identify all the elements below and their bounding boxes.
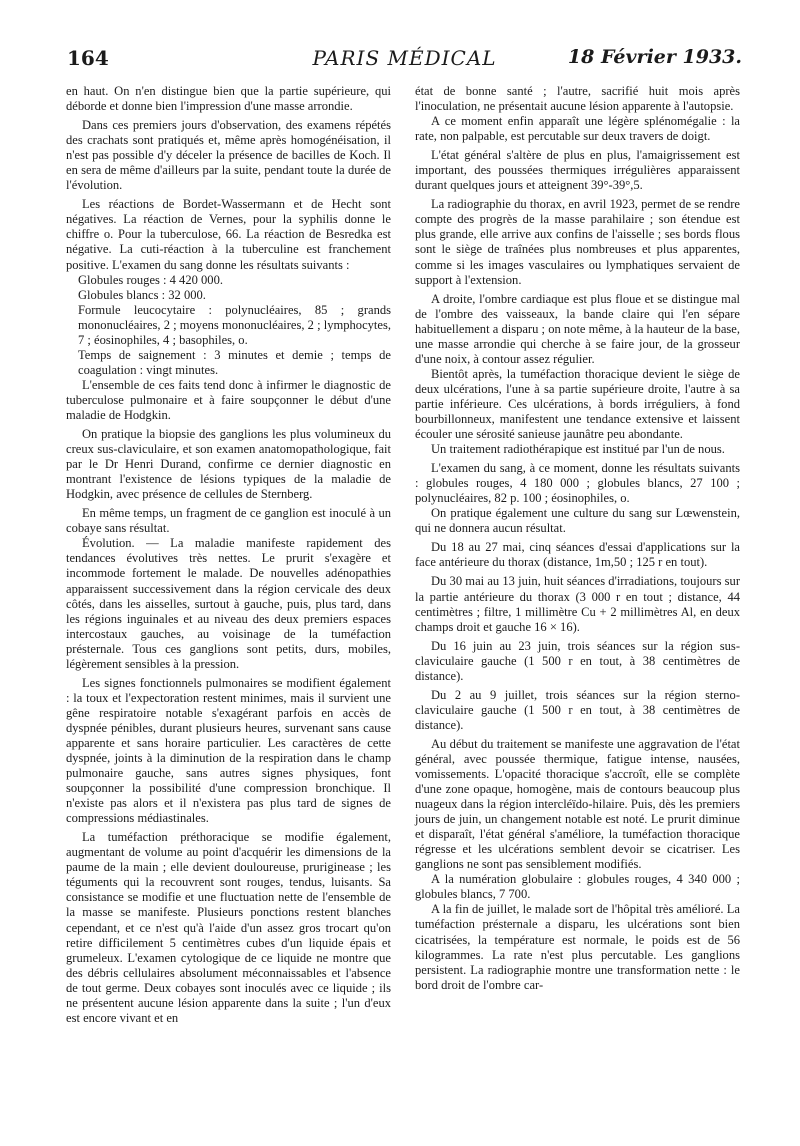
paragraph: A ce moment enfin apparaît une légère splénomégalie : la rate, non palpable, est percutable sur deux travers de doigt. — [415, 114, 740, 144]
paragraph: L'état général s'altère de plus en plus, l'amaigrissement est important, des poussées thermiques irrégulières apparaissent durant quelques jours et atteignent 39°-39°,5. — [415, 148, 740, 193]
right-column — [415, 84, 740, 993]
paragraph: On pratique la biopsie des ganglions les plus volumineux du creux sus-claviculaire, et son examen anatomopathologique, fait par le Dr Henri Durand, confirme ce dernier diagnostic en montrant l'existence de lésions typiques de la maladie de Hodgkin, avec présence de cellules de Sternberg. — [66, 427, 391, 502]
paragraph: A droite, l'ombre cardiaque est plus floue et se distingue mal de l'ombre des vaisseaux, la bande claire qui l'en sépare habituellement a disparu ; on note même, à la hauteur de la base, une masse arrondie qui cherche à se faire jour, de la grosseur d'une noix, à contour assez régulier. — [415, 291, 740, 366]
paragraph: Du 18 au 27 mai, cinq séances d'essai d'applications sur la face antérieure du thorax (distance, 1m,50 ; 125 r en tout). — [415, 540, 740, 570]
paragraph: A la fin de juillet, le malade sort de l'hôpital très amélioré. La tuméfaction présternale a disparu, les ulcérations sont bien cicatrisées, la température est normale, le poids est de 56 kilogrammes. La rate n'est plus percutable. Les ganglions persistent. La radiographie montre une transformation nette : le bord droit de l'ombre car- — [415, 902, 740, 992]
page-number: 164 — [67, 46, 109, 70]
paragraph: En même temps, un fragment de ce ganglion est inoculé à un cobaye sans résultat. — [66, 506, 391, 536]
paragraph: La radiographie du thorax, en avril 1923, permet de se rendre compte des progrès de la masse parahilaire ; son étendue est plus grande, elle arrive aux confins de l'aisselle ; ses bords flous sont le siège de traînées plus nombreuses et plus apparentes, comme si les images vasculaires ou lymphatiques servaient de support à l'extension. — [415, 197, 740, 287]
paragraph: Formule leucocytaire : polynucléaires, 85 ; grands mononucléaires, 2 ; moyens mononucléaires, 2 ; lymphocytes, 7 ; éosinophiles, 4 ; basophiles, o. — [78, 302, 391, 347]
paragraph: On pratique également une culture du sang sur Lœwenstein, qui ne donnera aucun résultat. — [415, 506, 740, 536]
paragraph: Du 16 juin au 23 juin, trois séances sur la région sus-claviculaire gauche (1 500 r en tout, à 38 centimètres de distance). — [415, 638, 740, 683]
section-paragraph-evolution: Évolution. — La maladie manifeste rapidement des tendances évolutives très nettes. Le prurit s'exagère et incommode fortement le malade. De nouvelles adénopathies apparaissent successivement dans la région cervicale des deux côtés, dans les aisselles, surtout à gauche, puis, plus tard, dans les régions inguinales et au niveau des deux premiers espaces intercostaux gauches, au voisinage de la tuméfaction présternale. Tous ces ganglions sont petits, durs, mobiles, légèrement sensibles à la pression. — [66, 536, 391, 671]
paragraph: L'examen du sang, à ce moment, donne les résultats suivants : globules rouges, 4 180 000 ; globules blancs, 27 100 ; polynucléaires, 82 p. 100 ; éosinophiles, o. — [415, 461, 740, 506]
paragraph: Globules rouges : 4 420 000. — [78, 272, 223, 287]
journal-title: PARIS MÉDICAL — [312, 46, 497, 70]
paragraph: en haut. On n'en distingue bien que la partie supérieure, qui déborde et donne bien l'impression d'une masse arrondie. — [66, 84, 391, 114]
paragraph: La tuméfaction préthoracique se modifie également, augmentant de volume au point d'acquérir les dimensions de la paume de la main ; elle devient douloureuse, pruriginease ; les téguments qui la recouvrent sont rouges, tendus, luisants. Sa consistance se modifie et une fluctuation nette de l'ensemble de la masse se manifeste. Plusieurs ponctions restent blanches cependant, et ce n'est qu'à l'aide d'un assez gros trocart qu'on retire difficilement 5 centimètres cubes d'un liquide épais et grumeleux. L'examen cytologique de ce liquide ne montre que des débris cellulaires absolument méconnaissables et l'absence de tout germe. Deux cobayes sont inoculés avec ce liquide ; ils ne présentent aucune lésion apparente dans la suite ; l'un d'eux est encore vivant et en — [66, 830, 391, 1025]
paragraph: Bientôt après, la tuméfaction thoracique devient le siège de deux ulcérations, l'une à sa partie supérieure droite, l'autre à sa partie inférieure. Ces ulcérations, à bords irréguliers, à fond bourbillonneux, manifestent une tendance extensive et laissent écouler une sérosité sanieuse jaunâtre peu abondante. — [415, 366, 740, 442]
paragraph: Un traitement radiothérapique est institué par l'un de nous. — [431, 442, 725, 457]
paragraph: état de bonne santé ; l'autre, sacrifié huit mois après l'inoculation, ne présentait aucune lésion apparente à l'autopsie. — [415, 84, 740, 114]
paragraph: Du 2 au 9 juillet, trois séances sur la région sterno-claviculaire gauche (1 500 r en tout, à 38 centimètres de distance). — [415, 687, 740, 732]
running-header — [67, 46, 742, 78]
paragraph: Au début du traitement se manifeste une aggravation de l'état général, avec poussée thermique, fatigue intense, nausées, vomissements. L'opacité thoracique s'accroît, elle se complète d'une zone opaque, homogène, mais de contours beaucoup plus nuageux dans la région intercléïdo-hilaire. Puis, dès les premiers jours de juin, un changement notable est noté. Le prurit diminue et disparaît, l'état général s'améliore, la tuméfaction thoracique régresse et les ulcérations semblent devoir se cicatriser. Les ganglions ne sont pas sensiblement modifiés. — [415, 736, 740, 872]
paragraph: Les signes fonctionnels pulmonaires se modifient également : la toux et l'expectoration restent minimes, mais il survient une gêne respiratoire notable s'exagérant parfois en accès de dyspnée pénibles, durant plusieurs heures, survenant sans cause apparente et sans horaire particulier. Les caractères de cette dyspnée, joints à la diminution de la respiration dans le champ pulmonaire gauche, sans autres signes physiques, font soupçonner la possibilité d'une compression bronchique. Il n'existe pas alors et il n'existera pas plus tard de signes de compressions médiastinales. — [66, 675, 391, 826]
paragraph: Globules blancs : 32 000. — [78, 287, 206, 302]
paragraph: L'ensemble de ces faits tend donc à infirmer le diagnostic de tuberculose pulmonaire et à faire soupçonner le début d'une maladie de Hodgkin. — [66, 377, 391, 422]
paragraph: Dans ces premiers jours d'observation, des examens répétés des crachats sont pratiqués et, même après homogénéisation, il n'est pas possible d'y déceler la présence de bacilles de Koch. Il en sera de même d'ailleurs par la suite, pendant toute la durée de l'évolution. — [66, 118, 391, 193]
issue-date: 18 Février 1933. — [567, 46, 742, 68]
paragraph: Les réactions de Bordet-Wassermann et de Hecht sont négatives. La réaction de Vernes, pour la syphilis donne le chiffre o. Pour la tuberculose, 66. La réaction de Besredka est négative. La cuti-réaction à la tuberculine est franchement positive. L'examen du sang donne les résultats suivants : — [66, 197, 391, 272]
left-column — [66, 84, 391, 1026]
paragraph: Du 30 mai au 13 juin, huit séances d'irradiations, toujours sur la partie antérieure du thorax (3 000 r en tout ; distance, 44 centimètres ; filtre, 1 millimètre Cu + 2 millimètres Al, en deux champs droit et gauche 16 × 16). — [415, 574, 740, 634]
paragraph: Temps de saignement : 3 minutes et demie ; temps de coagulation : vingt minutes. — [78, 347, 391, 377]
paragraph: A la numération globulaire : globules rouges, 4 340 000 ; globules blancs, 7 700. — [415, 872, 740, 902]
